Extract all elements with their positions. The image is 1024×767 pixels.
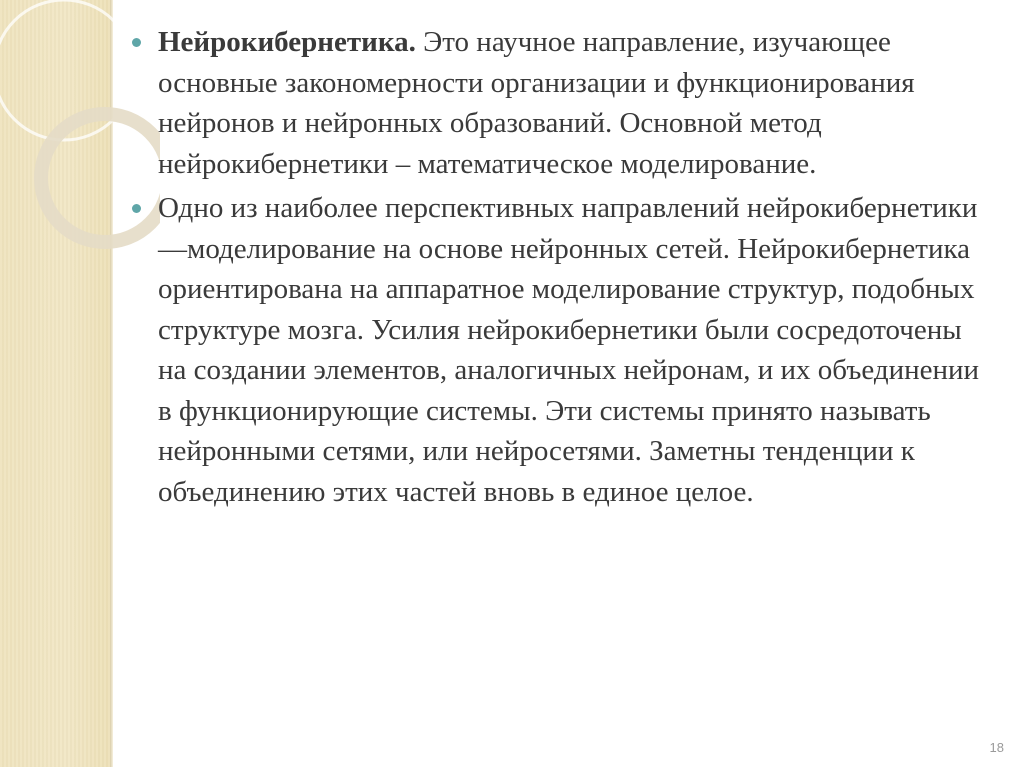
- panel-texture: [0, 0, 112, 767]
- bullet-text: Это научное направление, изучающее основные закономерности организации и функционирования нейронов и нейронных образований. Основной метод нейрокибернетики – математическое моделирование.: [158, 26, 915, 180]
- decorative-side-panel: [0, 0, 112, 767]
- side-divider: [110, 0, 113, 767]
- bullet-item-1: [132, 22, 992, 184]
- content-area: [132, 22, 992, 516]
- bullet-term: Нейрокибернетика.: [158, 26, 416, 58]
- bullet-icon: [132, 38, 141, 47]
- bullet-icon: [132, 204, 141, 213]
- bullet-text: Одно из наиболее перспективных направлений нейрокибернетики —моделирование на основе нейронных сетей. Нейрокибернетика ориентирована на аппаратное моделирование структур, подобных структуре мозга. Усилия нейрокибернетики были сосредоточены на создании элементов, аналогичных нейронам, и их объединении в функционирующие системы. Эти системы принято называть нейронными сетями, или нейросетями. Заметны тенденции к объединению этих частей вновь в единое целое.: [158, 192, 980, 508]
- bullet-item-2: [132, 188, 992, 512]
- page-number: 18: [989, 740, 1004, 755]
